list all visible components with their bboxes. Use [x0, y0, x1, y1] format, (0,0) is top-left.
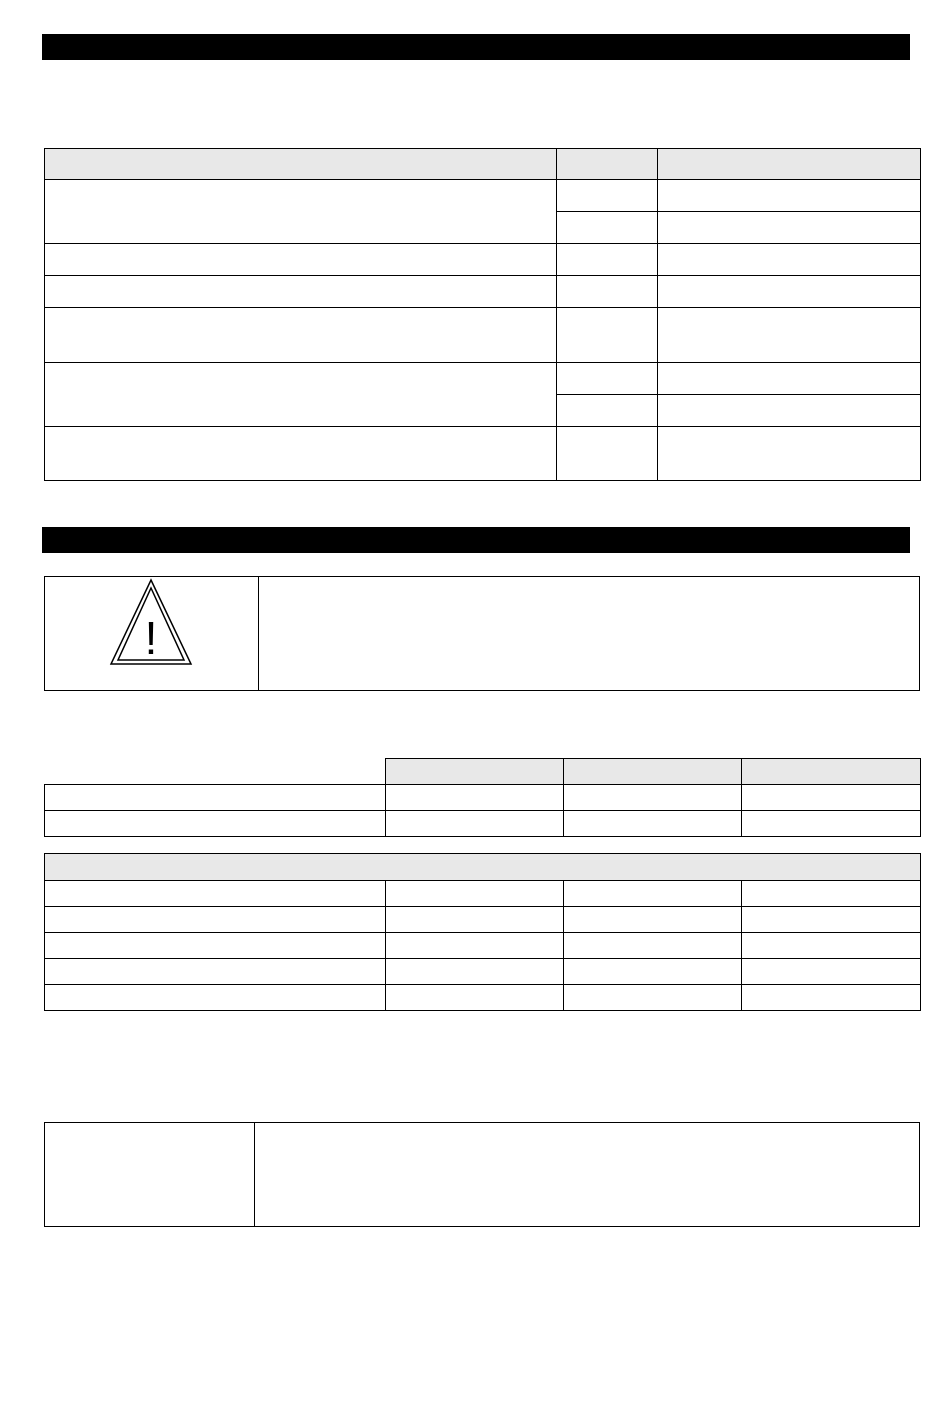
header-cell [557, 149, 658, 180]
table-cell [386, 907, 564, 933]
header-cell [742, 759, 921, 785]
table-cell [742, 907, 921, 933]
table-row [45, 881, 921, 907]
table-cell [564, 959, 742, 985]
spec-table-1 [44, 148, 921, 481]
table-cell [658, 212, 921, 244]
table-cell [386, 811, 564, 837]
table-cell [386, 881, 564, 907]
table-header-row [45, 759, 921, 785]
table-cell [45, 811, 386, 837]
table-cell [742, 933, 921, 959]
table-row [45, 363, 921, 395]
table-row [45, 811, 921, 837]
table-cell [658, 427, 921, 481]
table-row [45, 933, 921, 959]
table-cell [557, 212, 658, 244]
exclamation-glyph: ! [144, 612, 158, 664]
table-row [45, 985, 921, 1011]
table-cell [386, 785, 564, 811]
warning-icon-cell [45, 577, 259, 690]
header-cell [658, 149, 921, 180]
spec-table-2a [44, 758, 921, 837]
note-box [44, 1122, 920, 1227]
table-cell [557, 276, 658, 308]
table-row [45, 276, 921, 308]
table-row [45, 785, 921, 811]
table-row [45, 427, 921, 481]
table-cell [45, 785, 386, 811]
table-cell [742, 959, 921, 985]
warning-divider [258, 577, 259, 690]
table-row [45, 308, 921, 363]
table-cell [557, 244, 658, 276]
section-1-header-bar [42, 34, 910, 60]
table-cell [45, 881, 386, 907]
table-title-row [45, 854, 921, 881]
table-row [45, 244, 921, 276]
table-cell [45, 427, 557, 481]
table-cell [564, 881, 742, 907]
table-cell [45, 933, 386, 959]
table-cell [658, 180, 921, 212]
table-cell [45, 985, 386, 1011]
table-cell [557, 363, 658, 395]
table-cell [658, 308, 921, 363]
spec-table-2b [44, 853, 921, 1011]
table-cell [742, 785, 921, 811]
table-cell [557, 427, 658, 481]
table-cell [658, 244, 921, 276]
section-2-header-bar [42, 527, 910, 553]
warning-triangle-icon [109, 578, 193, 666]
table-row [45, 907, 921, 933]
table-cell [564, 933, 742, 959]
warning-box [44, 576, 920, 691]
table-cell [557, 180, 658, 212]
table-title-cell [45, 854, 921, 881]
table-cell [45, 907, 386, 933]
table-cell [564, 985, 742, 1011]
table-row [45, 180, 921, 212]
table-cell [386, 985, 564, 1011]
table-cell [557, 395, 658, 427]
table-cell [742, 985, 921, 1011]
table-cell [45, 180, 557, 244]
table-cell [386, 933, 564, 959]
table-cell [45, 959, 386, 985]
note-divider [254, 1123, 255, 1226]
table-cell [45, 244, 557, 276]
table-cell [658, 363, 921, 395]
table-cell [564, 785, 742, 811]
table-cell [742, 881, 921, 907]
table-header-row [45, 149, 921, 180]
table-cell [45, 276, 557, 308]
table-cell [557, 308, 658, 363]
table-cell [386, 959, 564, 985]
header-cell-empty [45, 759, 386, 785]
table-cell [564, 907, 742, 933]
header-cell [564, 759, 742, 785]
table-cell [45, 308, 557, 363]
header-cell [386, 759, 564, 785]
table-cell [564, 811, 742, 837]
table-cell [658, 276, 921, 308]
table-cell [658, 395, 921, 427]
header-cell [45, 149, 557, 180]
table-cell [742, 811, 921, 837]
table-row [45, 959, 921, 985]
table-cell [45, 363, 557, 427]
